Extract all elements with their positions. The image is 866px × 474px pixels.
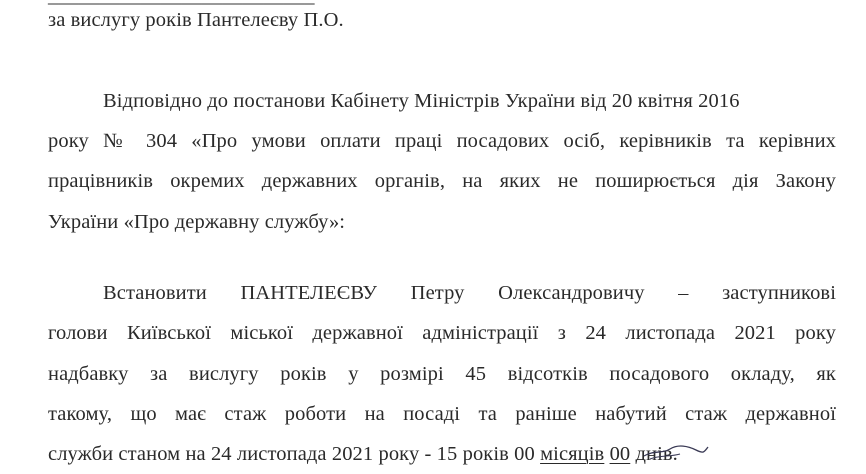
days-word: днів.	[630, 443, 678, 465]
paragraph-2-line: такому, що має стаж роботи на посаді та раніше набутий стаж державної	[48, 403, 836, 425]
paragraph-2-line: Встановити ПАНТЕЛЕЄВУ Петру Олександровичу – заступникові	[103, 282, 836, 304]
months-word: місяців	[540, 443, 605, 465]
subject-line: за вислугу років Пантелеєву П.О.	[48, 9, 344, 31]
paragraph-2-line: голови Київської міської державної адміністрації з 24 листопада 2021 року	[48, 322, 836, 344]
paragraph-1-line: працівників окремих державних органів, на яких не поширюється дія Закону	[48, 170, 836, 192]
paragraph-2-line: надбавку за вислугу років у розмірі 45 відсотків посадового окладу, як	[48, 363, 836, 385]
last-line-prefix: служби станом на 24 листопада 2021 року - 15 років 00	[48, 443, 541, 465]
paragraph-1-line: Відповідно до постанови Кабінету Міністрів України від 20 квітня 2016	[103, 90, 740, 112]
handwritten-mark-icon	[640, 432, 710, 462]
days-number: 00	[609, 443, 631, 465]
paragraph-2-last-line	[48, 441, 678, 467]
paragraph-1-line: року № 304 «Про умови оплати праці посадових осіб, керівників та керівних	[48, 130, 836, 152]
paragraph-1-line: України «Про державну службу»:	[48, 211, 346, 233]
